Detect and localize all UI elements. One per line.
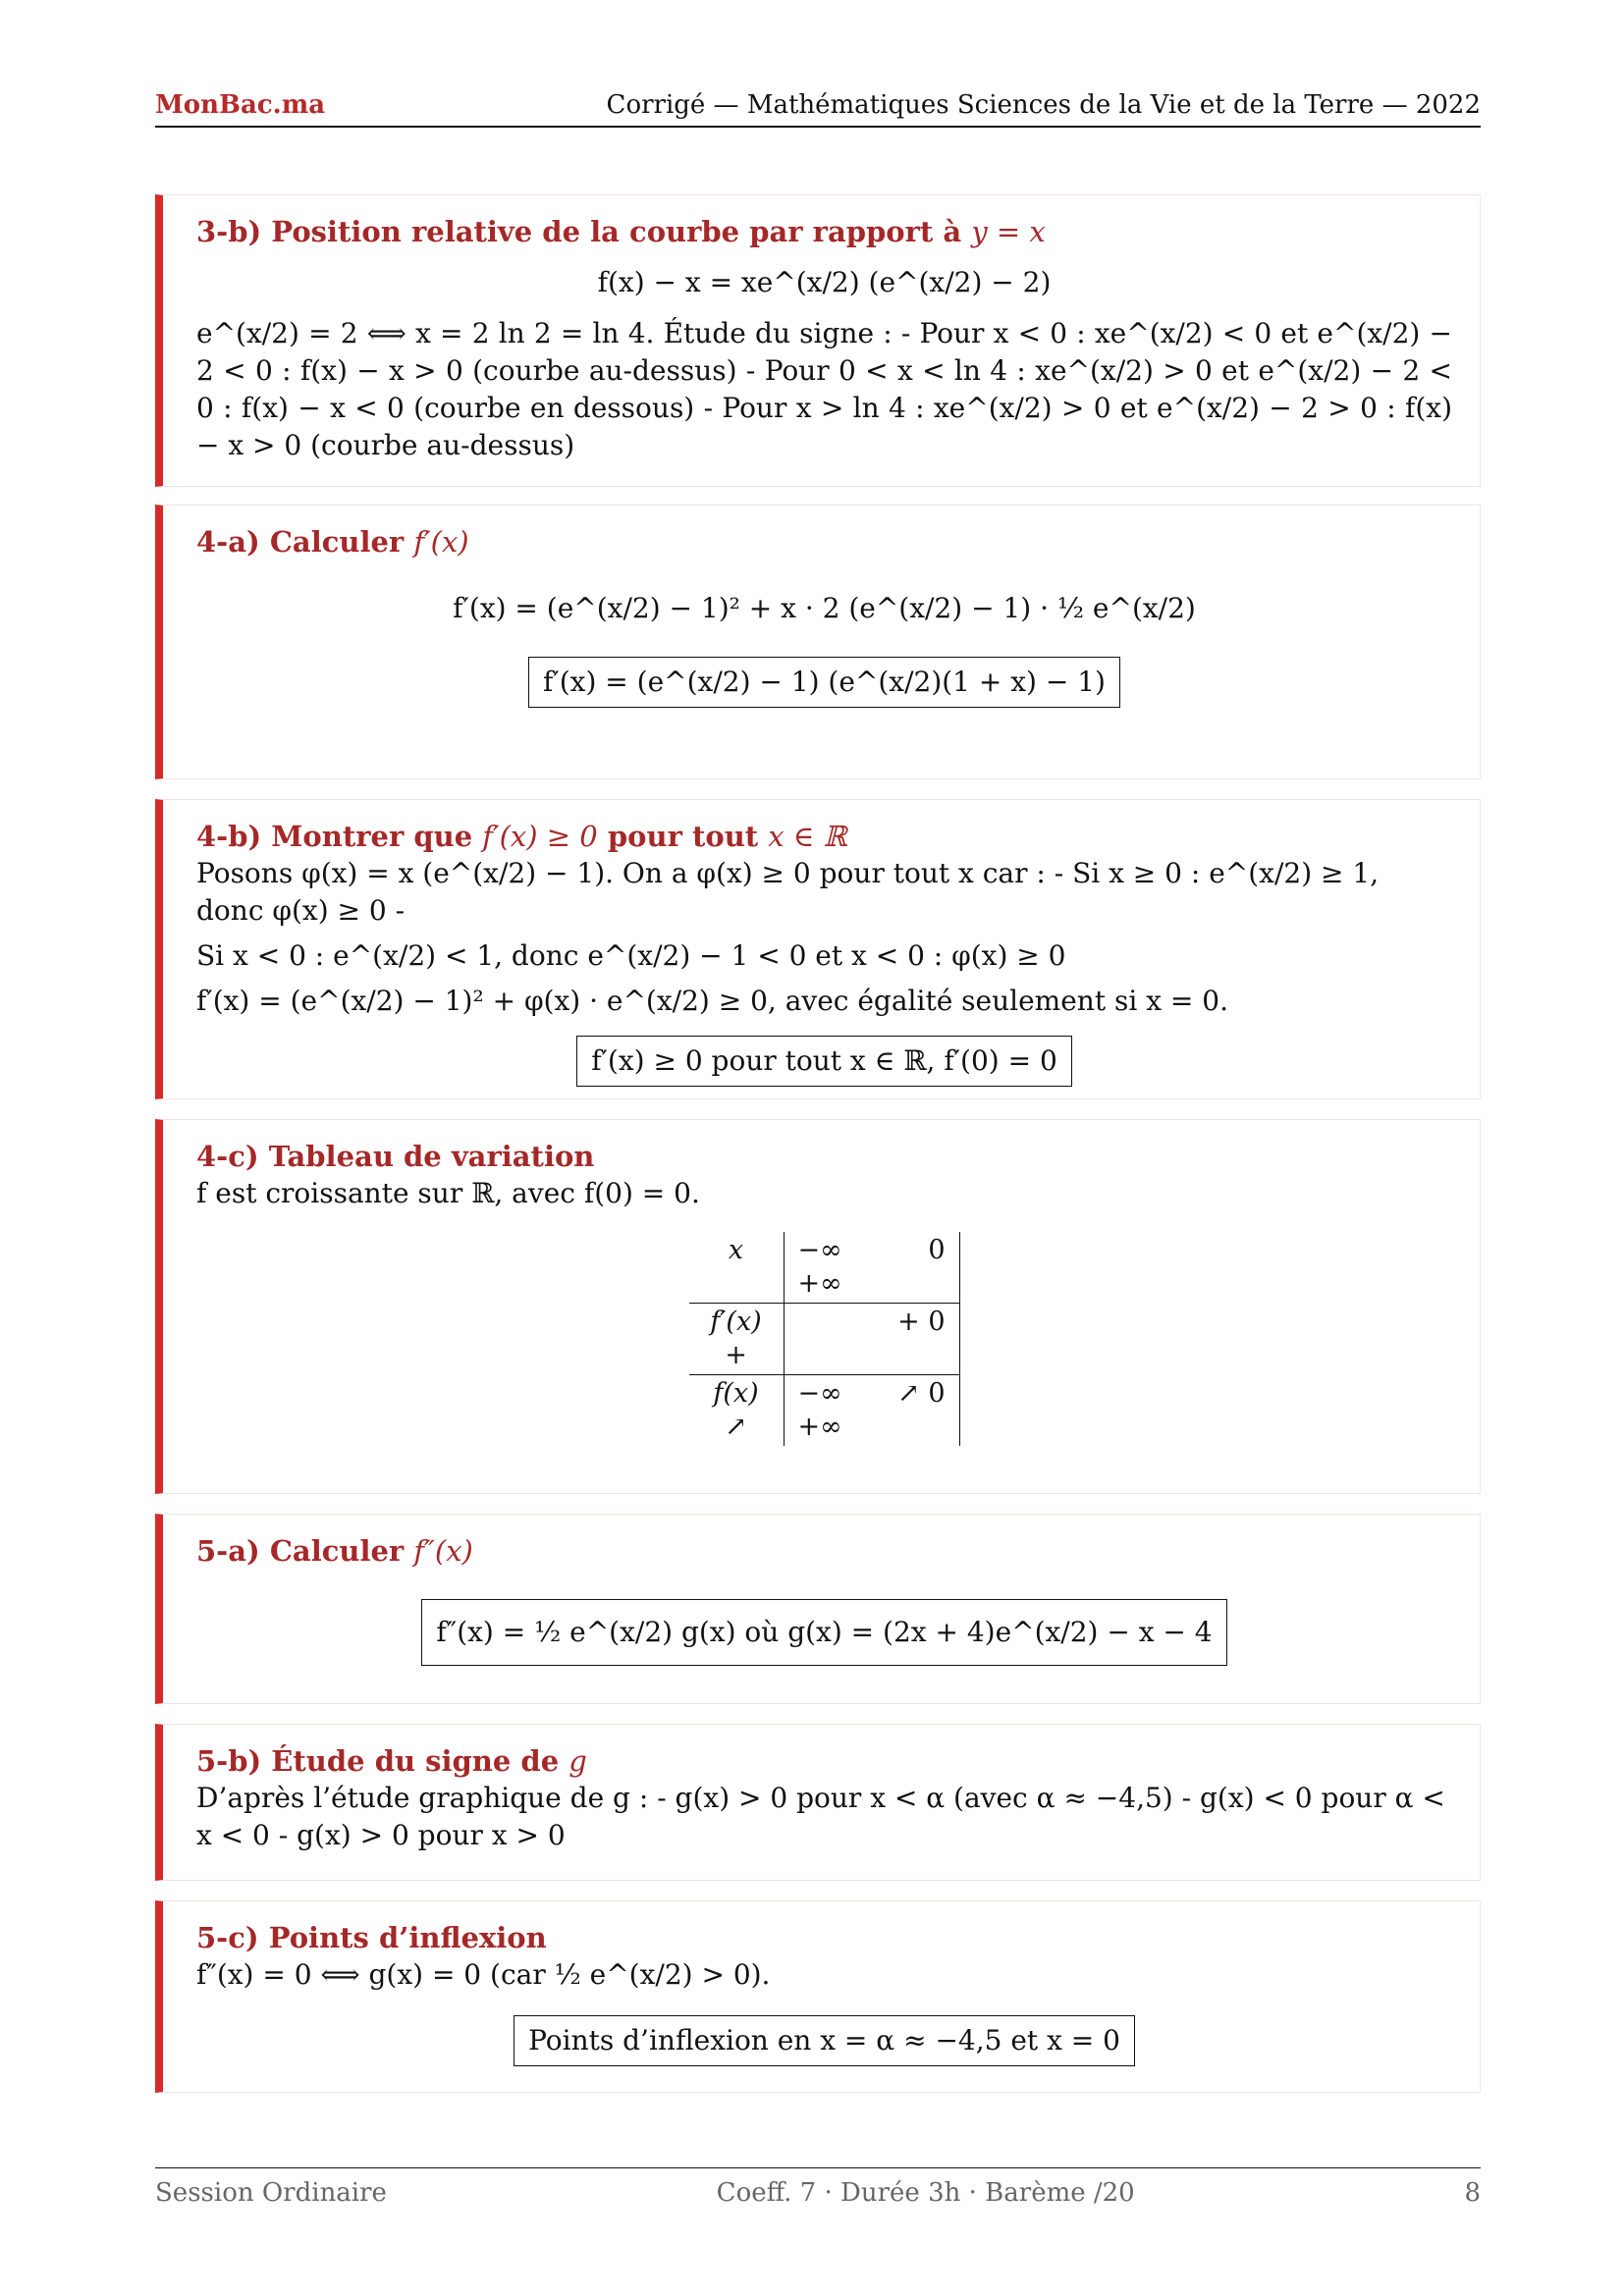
section-4c [155, 1119, 1481, 1494]
section-4a [155, 505, 1481, 779]
brand-logo-text: MonBac.ma [155, 90, 326, 120]
table-row: x −∞ 0 +∞ [689, 1232, 960, 1304]
table-row: f′(x) + + 0 [689, 1304, 960, 1375]
page-footer [155, 2167, 1481, 2208]
boxed-result: Points d’inflexion en x = α ≈ −4,5 et x = 0 [514, 2015, 1135, 2066]
section-4b [155, 799, 1481, 1099]
section-5b [155, 1724, 1481, 1881]
section-body: f″(x) = 0 ⟺ g(x) = 0 (car ½ e^(x/2) > 0). [196, 1958, 771, 1991]
variation-table [689, 1232, 960, 1446]
section-body-line: Si x < 0 : e^(x/2) < 1, donc e^(x/2) − 1 < 0 et x < 0 : φ(x) ≥ 0 [196, 939, 1066, 972]
boxed-result: f′(x) = (e^(x/2) − 1) (e^(x/2)(1 + x) − 1) [528, 657, 1120, 708]
section-5c [155, 1900, 1481, 2093]
section-body: f est croissante sur ℝ, avec f(0) = 0. [196, 1177, 700, 1209]
section-5a [155, 1514, 1481, 1704]
equation: f(x) − x = xe^(x/2) (e^(x/2) − 2) [597, 266, 1052, 298]
section-body: e^(x/2) = 2 ⟺ x = 2 ln 2 = ln 4. Étude du signe : - Pour x < 0 : xe^(x/2) < 0 et e^(x/2) − 2 < 0 : f(x) − x > 0 (courbe au-dessus) - Pour 0 < x < ln 4 : xe^(x/2) > 0 et e^(x/2) − 2 < 0 : f(x) − x < 0 (courbe en dessous) - Pour x > ln 4 : xe^(x/2) > 0 et e^(x/2) − 2 > 0 : f(x) − x > 0 (courbe au-dessus) [196, 317, 1452, 461]
boxed-result: f″(x) = ½ e^(x/2) g(x) où g(x) = (2x + 4)e^(x/2) − x − 4 [421, 1599, 1226, 1666]
section-title: 4-a) Calculer f′(x) [196, 525, 469, 559]
document-title: Corrigé — Mathématiques Sciences de la Vie et de la Terre — 2022 [606, 90, 1481, 120]
section-title: 4-c) Tableau de variation [196, 1140, 595, 1173]
section-title: 5-b) Étude du signe de g [196, 1744, 587, 1778]
page-number: 8 [1464, 2178, 1481, 2208]
table-row: f(x) ↗ −∞ ↗ 0 +∞ [689, 1375, 960, 1447]
exam-info: Coeff. 7 · Durée 3h · Barème /20 [716, 2178, 1135, 2208]
session-label: Session Ordinaire [155, 2178, 387, 2208]
page-header [155, 90, 1481, 128]
equation: f′(x) = (e^(x/2) − 1)² + x · 2 (e^(x/2) − 1) · ½ e^(x/2) [453, 592, 1196, 624]
section-title: 4-b) Montrer que f′(x) ≥ 0 pour tout x ∈ ℝ [196, 820, 847, 853]
section-title: 5-c) Points d’inflexion [196, 1921, 547, 1954]
section-body-line: Posons φ(x) = x (e^(x/2) − 1). On a φ(x) ≥ 0 pour tout x car : - Si x ≥ 0 : e^(x/2) ≥ 1, donc φ(x) ≥ 0 - [196, 857, 1380, 927]
section-title: 5-a) Calculer f″(x) [196, 1534, 473, 1568]
section-title: 3-b) Position relative de la courbe par rapport à y = x [196, 215, 1046, 248]
section-body: D’après l’étude graphique de g : - g(x) > 0 pour x < α (avec α ≈ −4,5) - g(x) < 0 pour α < x < 0 - g(x) > 0 pour x > 0 [196, 1782, 1445, 1851]
boxed-result: f′(x) ≥ 0 pour tout x ∈ ℝ, f′(0) = 0 [576, 1036, 1072, 1087]
section-3b [155, 194, 1481, 487]
section-body-line: f′(x) = (e^(x/2) − 1)² + φ(x) · e^(x/2) ≥ 0, avec égalité seulement si x = 0. [196, 985, 1228, 1017]
